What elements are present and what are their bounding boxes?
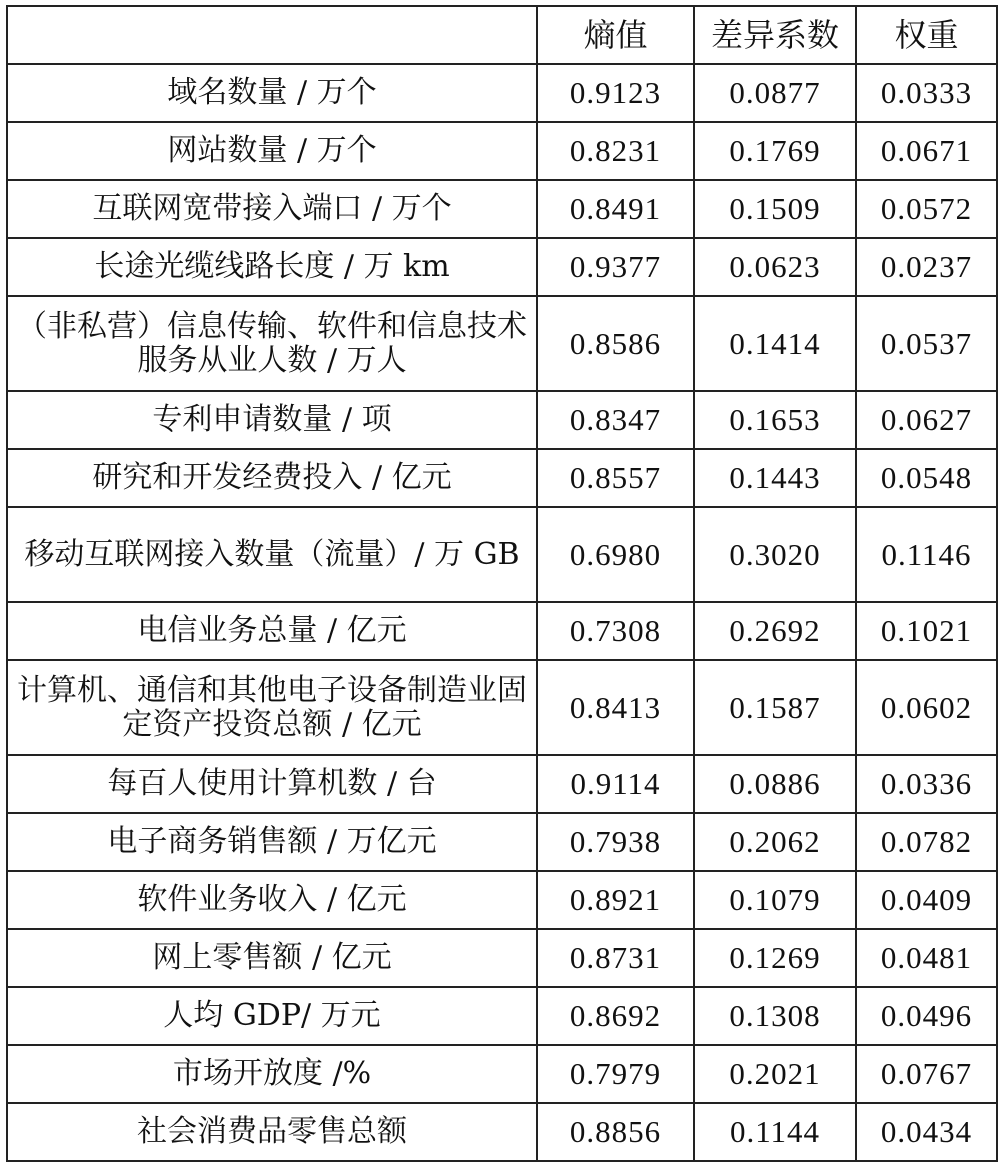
header-entropy: 熵值 <box>537 6 694 64</box>
weight-cell: 0.0767 <box>856 1045 997 1103</box>
diff-coef-cell: 0.1144 <box>694 1103 856 1161</box>
weight-cell: 0.0336 <box>856 755 997 813</box>
indicator-cell: 研究和开发经费投入 / 亿元 <box>7 449 537 507</box>
table-row <box>7 1045 997 1103</box>
indicator-cell: 域名数量 / 万个 <box>7 64 537 122</box>
entropy-cell: 0.8856 <box>537 1103 694 1161</box>
entropy-cell: 0.9123 <box>537 64 694 122</box>
indicator-weight-table <box>6 5 998 1162</box>
weight-cell: 0.0409 <box>856 871 997 929</box>
entropy-cell: 0.9114 <box>537 755 694 813</box>
weight-cell: 0.0602 <box>856 660 997 755</box>
table-row <box>7 238 997 296</box>
weight-cell: 0.0548 <box>856 449 997 507</box>
table-row <box>7 180 997 238</box>
diff-coef-cell: 0.1079 <box>694 871 856 929</box>
weight-cell: 0.0572 <box>856 180 997 238</box>
entropy-cell: 0.8347 <box>537 391 694 449</box>
indicator-cell: 计算机、通信和其他电子设备制造业固定资产投资总额 / 亿元 <box>7 660 537 755</box>
header-weight: 权重 <box>856 6 997 64</box>
header-diff-coef: 差异系数 <box>694 6 856 64</box>
weight-cell: 0.0434 <box>856 1103 997 1161</box>
entropy-cell: 0.7308 <box>537 602 694 660</box>
table-row <box>7 507 997 602</box>
header-indicator <box>7 6 537 64</box>
table-row <box>7 660 997 755</box>
diff-coef-cell: 0.2692 <box>694 602 856 660</box>
header-row <box>7 6 997 64</box>
diff-coef-cell: 0.1769 <box>694 122 856 180</box>
diff-coef-cell: 0.1509 <box>694 180 856 238</box>
table-row <box>7 813 997 871</box>
weight-cell: 0.1146 <box>856 507 997 602</box>
table-row <box>7 871 997 929</box>
table-row <box>7 755 997 813</box>
indicator-cell: 电子商务销售额 / 万亿元 <box>7 813 537 871</box>
table-row <box>7 929 997 987</box>
diff-coef-cell: 0.1653 <box>694 391 856 449</box>
table-row <box>7 391 997 449</box>
table-row <box>7 602 997 660</box>
indicator-cell: 电信业务总量 / 亿元 <box>7 602 537 660</box>
weight-cell: 0.0481 <box>856 929 997 987</box>
table-row <box>7 449 997 507</box>
indicator-cell: （非私营）信息传输、软件和信息技术服务从业人数 / 万人 <box>7 296 537 391</box>
diff-coef-cell: 0.1269 <box>694 929 856 987</box>
indicator-cell: 每百人使用计算机数 / 台 <box>7 755 537 813</box>
entropy-cell: 0.7938 <box>537 813 694 871</box>
diff-coef-cell: 0.2021 <box>694 1045 856 1103</box>
indicator-cell: 长途光缆线路长度 / 万 km <box>7 238 537 296</box>
entropy-cell: 0.8731 <box>537 929 694 987</box>
diff-coef-cell: 0.1414 <box>694 296 856 391</box>
indicator-cell: 软件业务收入 / 亿元 <box>7 871 537 929</box>
entropy-cell: 0.8692 <box>537 987 694 1045</box>
indicator-cell: 互联网宽带接入端口 / 万个 <box>7 180 537 238</box>
entropy-cell: 0.6980 <box>537 507 694 602</box>
diff-coef-cell: 0.1308 <box>694 987 856 1045</box>
table-row <box>7 296 997 391</box>
weight-cell: 0.0671 <box>856 122 997 180</box>
weight-cell: 0.0496 <box>856 987 997 1045</box>
indicator-cell: 网站数量 / 万个 <box>7 122 537 180</box>
diff-coef-cell: 0.1587 <box>694 660 856 755</box>
weight-cell: 0.0333 <box>856 64 997 122</box>
indicator-cell: 网上零售额 / 亿元 <box>7 929 537 987</box>
indicator-weight-table-container <box>6 5 996 1150</box>
indicator-cell: 市场开放度 /% <box>7 1045 537 1103</box>
indicator-cell: 社会消费品零售总额 <box>7 1103 537 1161</box>
weight-cell: 0.0237 <box>856 238 997 296</box>
table-row <box>7 987 997 1045</box>
weight-cell: 0.1021 <box>856 602 997 660</box>
indicator-cell: 移动互联网接入数量（流量）/ 万 GB <box>7 507 537 602</box>
weight-cell: 0.0627 <box>856 391 997 449</box>
diff-coef-cell: 0.2062 <box>694 813 856 871</box>
indicator-cell: 人均 GDP/ 万元 <box>7 987 537 1045</box>
indicator-cell: 专利申请数量 / 项 <box>7 391 537 449</box>
entropy-cell: 0.8491 <box>537 180 694 238</box>
diff-coef-cell: 0.3020 <box>694 507 856 602</box>
diff-coef-cell: 0.1443 <box>694 449 856 507</box>
table-row <box>7 64 997 122</box>
diff-coef-cell: 0.0623 <box>694 238 856 296</box>
entropy-cell: 0.8921 <box>537 871 694 929</box>
weight-cell: 0.0782 <box>856 813 997 871</box>
entropy-cell: 0.8413 <box>537 660 694 755</box>
diff-coef-cell: 0.0877 <box>694 64 856 122</box>
entropy-cell: 0.7979 <box>537 1045 694 1103</box>
weight-cell: 0.0537 <box>856 296 997 391</box>
entropy-cell: 0.8586 <box>537 296 694 391</box>
table-row <box>7 1103 997 1161</box>
table-row <box>7 122 997 180</box>
entropy-cell: 0.8557 <box>537 449 694 507</box>
diff-coef-cell: 0.0886 <box>694 755 856 813</box>
entropy-cell: 0.8231 <box>537 122 694 180</box>
entropy-cell: 0.9377 <box>537 238 694 296</box>
